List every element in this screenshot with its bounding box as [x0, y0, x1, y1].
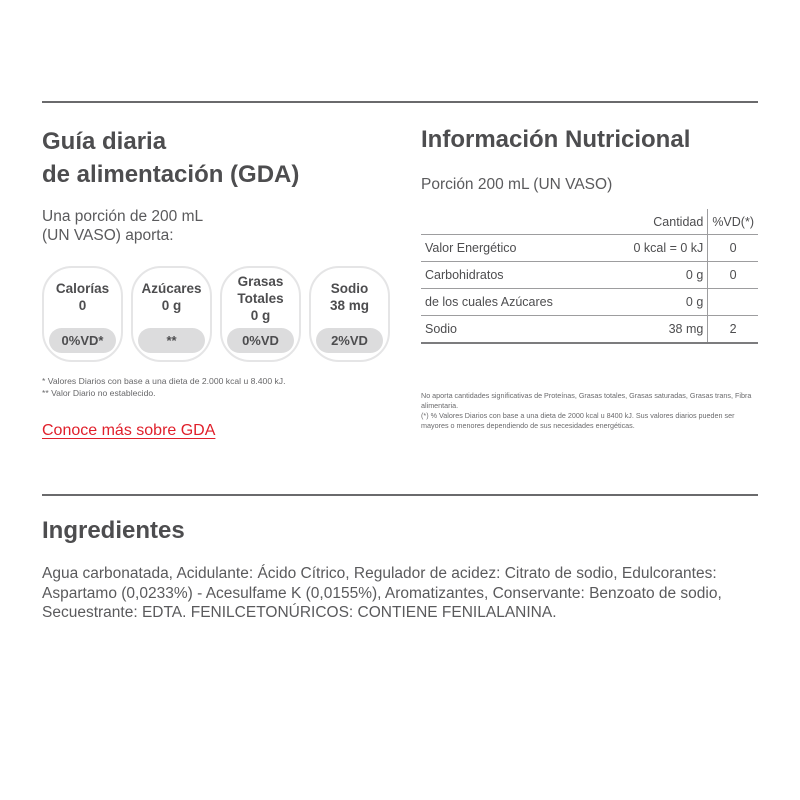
- gda-intro: Una porción de 200 mL (UN VASO) aporta:: [42, 208, 204, 244]
- row-vd: [708, 289, 758, 316]
- gda-card-pct: 0%VD: [227, 328, 294, 353]
- row-vd: 0: [708, 262, 758, 289]
- gda-more-link[interactable]: Conoce más sobre GDA: [42, 422, 216, 439]
- gda-card-label: Grasas Totales: [237, 274, 284, 306]
- nutrition-table: [421, 209, 758, 344]
- table-row: [421, 316, 758, 344]
- header-vd: %VD(*): [708, 209, 758, 235]
- row-qty: 0 g: [584, 289, 708, 316]
- nutrition-portion: Porción 200 mL (UN VASO): [421, 176, 613, 193]
- row-name: Carbohidratos: [421, 262, 584, 289]
- gda-footnotes: * Valores Diarios con base a una dieta de 2.000 kcal u 8.400 kJ. ** Valor Diario no establecido.: [42, 376, 286, 398]
- gda-card-pct: 2%VD: [316, 328, 383, 353]
- nutrition-header-row: [421, 209, 758, 235]
- header-quantity: Cantidad: [584, 209, 708, 235]
- top-divider: [42, 101, 758, 103]
- table-row: [421, 262, 758, 289]
- nutrition-footnotes: No aporta cantidades significativas de Proteínas, Grasas totales, Grasas saturadas, Grasas trans, Fibra alimentaria. (*) % Valores Diarios con base a una dieta de 2000 kcal u 8400 kJ. Sus valores diarios pueden ser mayores o menores dependiendo de sus necesidades energéticas.: [421, 391, 752, 430]
- gda-card-pct: **: [138, 328, 205, 353]
- row-qty: 38 mg: [584, 316, 708, 344]
- table-row: [421, 235, 758, 262]
- gda-card-label: Calorías: [55, 281, 110, 296]
- gda-title: Guía diaria de alimentación (GDA): [42, 128, 300, 188]
- gda-card-grasas: [220, 266, 301, 362]
- ingredients-title: Ingredientes: [42, 517, 185, 544]
- gda-card-label: Sodio: [330, 281, 369, 296]
- gda-card-calorias: [42, 266, 123, 362]
- row-name: de los cuales Azúcares: [421, 289, 584, 316]
- row-qty: 0 kcal = 0 kJ: [584, 235, 708, 262]
- gda-card-sodio: [309, 266, 390, 362]
- row-vd: 2: [708, 316, 758, 344]
- gda-card-azucares: [131, 266, 212, 362]
- row-qty: 0 g: [584, 262, 708, 289]
- gda-card-amount: 38 mg: [329, 298, 370, 313]
- row-vd: 0: [708, 235, 758, 262]
- section-divider: [42, 494, 758, 496]
- gda-card-pct: 0%VD*: [49, 328, 116, 353]
- row-name: Sodio: [421, 316, 584, 344]
- ingredients-text: Agua carbonatada, Acidulante: Ácido Cítrico, Regulador de acidez: Citrato de sodio, Edulcorantes: Aspartamo (0,0233%) - Acesulfame K (0,0155%), Aromatizantes, Conservante: Benzoato de sodio, Secuestrante: EDTA. FENILCETONÚRICOS: CONTIENE FENILALANINA.: [42, 565, 722, 621]
- table-row: [421, 289, 758, 316]
- gda-card-amount: 0 g: [161, 298, 182, 313]
- gda-card-amount: 0 g: [250, 308, 271, 323]
- gda-card-label: Azúcares: [141, 281, 202, 296]
- gda-card-amount: 0: [78, 298, 87, 313]
- gda-cards: [42, 266, 390, 362]
- row-name: Valor Energético: [421, 235, 584, 262]
- nutrition-title: Información Nutricional: [421, 126, 691, 153]
